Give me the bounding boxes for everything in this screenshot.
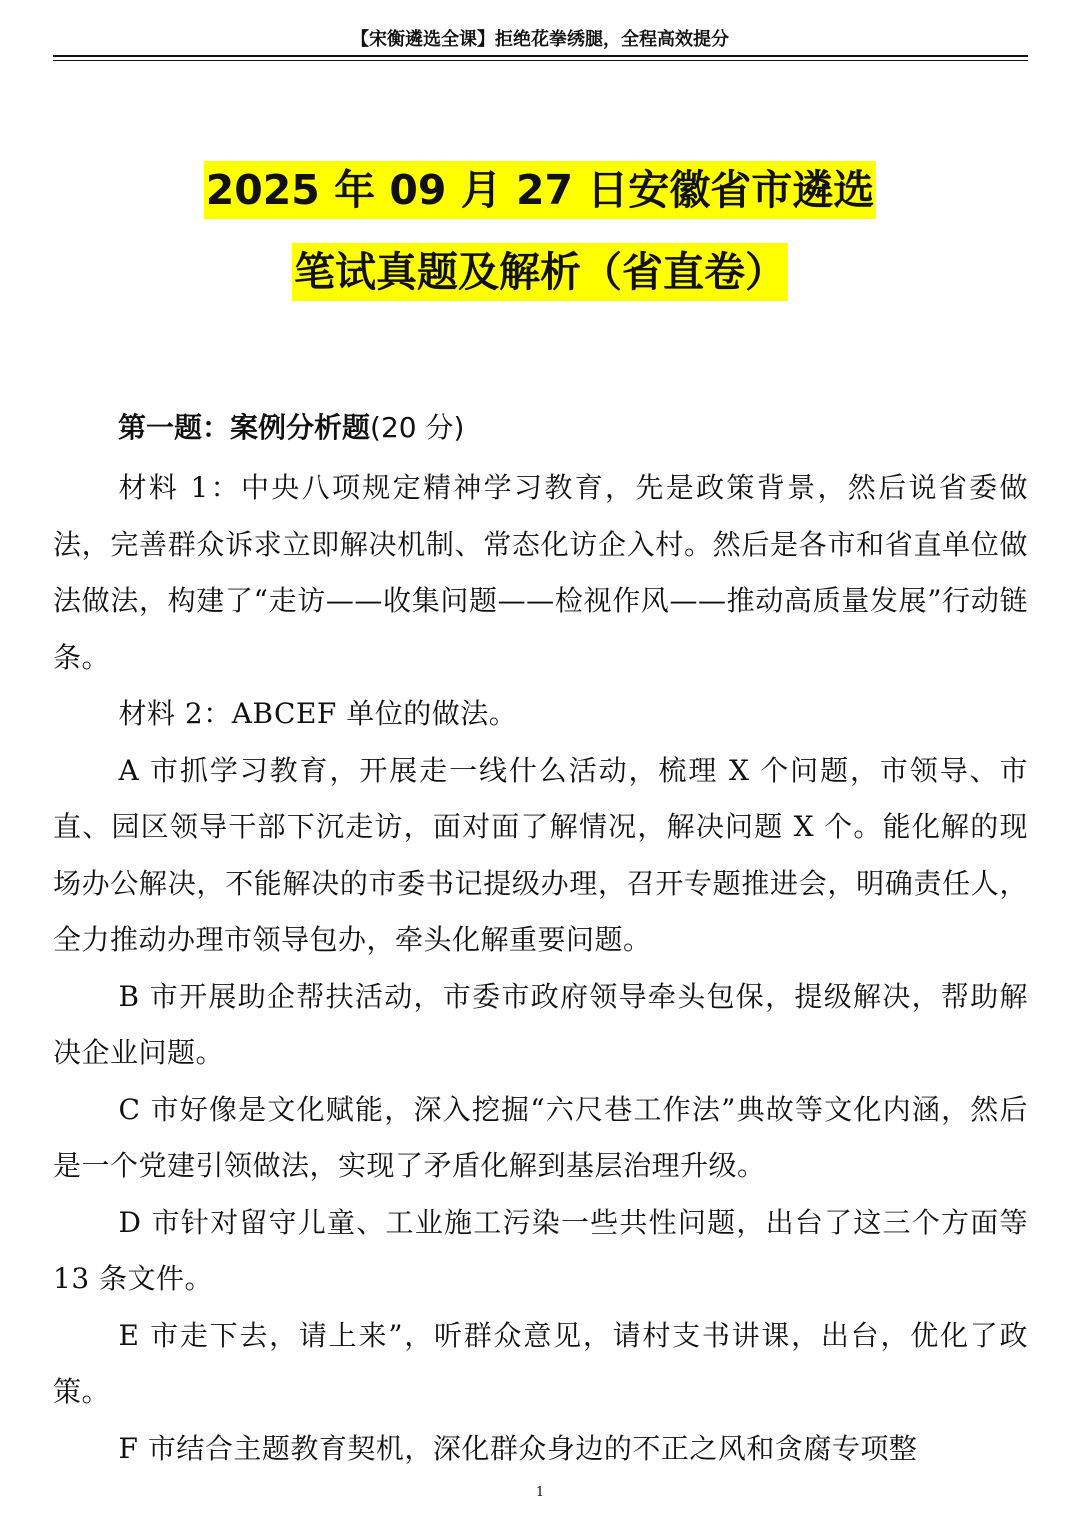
- paragraph-city-d: D 市针对留守儿童、工业施工污染一些共性问题，出台了这三个方面等 13 条文件。: [53, 1205, 1028, 1295]
- paragraph-city-e: E 市走下去，请上来”，听群众意见，请村支书讲课，出台，优化了政策。: [53, 1318, 1028, 1408]
- title-line-1-text: 2025 年 09 月 27 日安徽省市遴选: [204, 161, 877, 219]
- section-heading-score: (20 分): [370, 411, 465, 444]
- paragraph-material-1: 材料 1：中央八项规定精神学习教育，先是政策背景，然后说省委做法，完善群众诉求立即解决机制、常态化访企入村。然后是各市和省直单位做法做法，构建了“走访——收集问题——检视作风——推动高质量发展”行动链条。: [53, 471, 1028, 674]
- page-number: 1: [535, 1485, 545, 1500]
- paragraph-city-a: A 市抓学习教育，开展走一线什么活动，梳理 X 个问题，市领导、市直、园区领导干部下沉走访，面对面了解情况，解决问题 X 个。能化解的现场办公解决，不能解决的市委书记提级办理，召开专题推进会，明确责任人，全力推动办理市领导包办，牵头化解重要问题。: [53, 753, 1028, 956]
- title-line-2-text: 笔试真题及解析（省直卷）: [292, 243, 788, 301]
- paragraph-city-b: B 市开展助企帮扶活动，市委市政府领导牵头包保，提级解决，帮助解决企业问题。: [53, 979, 1028, 1069]
- title-line-1: [0, 160, 1080, 220]
- title-line-2: [0, 242, 1080, 302]
- section-heading: [118, 403, 464, 453]
- header-rule-thin: [53, 60, 1028, 61]
- running-header: 【宋衡遴选全课】拒绝花拳绣腿，全程高效提分: [351, 29, 729, 50]
- paragraph-material-2: 材料 2：ABCEF 单位的做法。: [118, 697, 518, 730]
- section-heading-label: 第一题：案例分析题: [118, 411, 371, 444]
- body-text: [53, 460, 1028, 1477]
- paragraph-city-c: C 市好像是文化赋能，深入挖掘“六尺巷工作法”典故等文化内涵，然后是一个党建引领做法，实现了矛盾化解到基层治理升级。: [53, 1092, 1028, 1182]
- header-rule-thick: [53, 55, 1028, 57]
- paragraph-city-f: F 市结合主题教育契机，深化群众身边的不正之风和贪腐专项整: [118, 1431, 918, 1465]
